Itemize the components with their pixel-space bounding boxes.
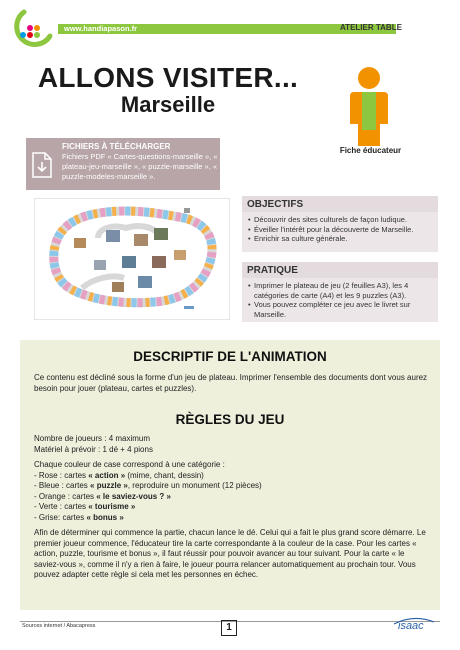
category-label: - Verte : cartes bbox=[34, 502, 89, 511]
category-label: - Rose : cartes bbox=[34, 470, 89, 480]
categories-intro: Chaque couleur de case correspond à une catégorie : bbox=[34, 460, 225, 469]
page-title: ALLONS VISITER... bbox=[37, 62, 299, 93]
category-detail: , reproduire un monument (12 pièces) bbox=[127, 481, 262, 490]
download-file-icon bbox=[30, 152, 54, 178]
description-title: DESCRIPTIF DE L'ANIMATION bbox=[133, 349, 327, 364]
category-name: « tourisme » bbox=[88, 502, 136, 511]
category-rose bbox=[34, 471, 430, 482]
category-label: - Orange : cartes bbox=[34, 491, 97, 501]
players-count: Nombre de joueurs : 4 maximum bbox=[34, 434, 151, 443]
category-detail: (mime, chant, dessin) bbox=[125, 470, 204, 480]
handiapason-logo bbox=[10, 6, 58, 50]
game-board-image bbox=[34, 198, 230, 320]
educator-person-icon bbox=[340, 66, 398, 146]
category-orange bbox=[34, 492, 430, 503]
rules-text bbox=[34, 434, 430, 581]
objectives-list bbox=[242, 212, 438, 252]
list-item: • Enrichir sa culture générale. bbox=[248, 234, 432, 244]
files-title: FICHIERS À TÉLÉCHARGER bbox=[62, 142, 171, 151]
role-label: Fiche éducateur bbox=[339, 146, 402, 155]
category-label: - Bleue : cartes bbox=[34, 481, 91, 490]
list-item: • Découvrir des sites culturels de façon ludique. bbox=[248, 215, 432, 225]
objectives-title: OBJECTIFS bbox=[242, 196, 438, 212]
category-tag: ATELIER TABLE bbox=[340, 23, 402, 32]
material-needed: Matériel à prévoir : 1 dé + 4 pions bbox=[34, 444, 153, 454]
rules-closing: Afin de déterminer qui commence la partie, chacun lance le dé. Celui qui a fait le plus grand score démarre. Le premier joueur commence, l'éducateur tire la carte correspondante à la couleur de la case. Pour les cartes « action, puzzle, tourisme et bonus », il faut réussir pour pouvoir avancer au tour suivant. Pour la carte « le saviez-vous », comme il n'y a rien à faire, le joueur pourra relancer automatiquement au prochain tour. Vous pouvez adapter cette règle si cela met les personnes en échec. bbox=[34, 528, 426, 579]
category-name: « le saviez-vous ? » bbox=[96, 491, 171, 501]
page-number: 1 bbox=[221, 620, 237, 636]
site-url[interactable]: www.handiapason.fr bbox=[64, 24, 138, 33]
isaac-logo: isaac bbox=[398, 620, 424, 632]
list-item: • Vous pouvez compléter ce jeu avec le livret sur Marseille. bbox=[248, 300, 432, 319]
category-name: « bonus » bbox=[86, 512, 124, 522]
list-item: • Éveiller l'intérêt pour la découverte de Marseille. bbox=[248, 225, 432, 235]
practical-title: PRATIQUE bbox=[242, 262, 438, 278]
category-bleue bbox=[34, 481, 430, 492]
category-name: « action » bbox=[88, 470, 126, 480]
files-list: Fichiers PDF « Cartes-questions-marseille », « plateau-jeu-marseille », « puzzle-marseille », « puzzle-modeles-marseille ». bbox=[62, 152, 218, 181]
category-label: - Grise: cartes bbox=[34, 512, 87, 522]
category-name: « puzzle » bbox=[90, 481, 128, 490]
category-verte bbox=[34, 502, 430, 513]
rules-title: RÈGLES DU JEU bbox=[175, 412, 285, 427]
practical-list bbox=[242, 278, 438, 322]
description-text: Ce contenu est décliné sous la forme d'un jeu de plateau. Imprimer l'ensemble des documents dont vous aurez besoin pour jouer (plateau, cartes et puzzles). bbox=[34, 373, 428, 393]
page-subtitle: Marseille bbox=[120, 92, 216, 117]
category-grise bbox=[34, 513, 430, 524]
list-item: • Imprimer le plateau de jeu (2 feuilles A3), les 4 catégories de carte (A4) et les 9 puzzles (A3). bbox=[248, 281, 432, 300]
sources-credit: Sources internet / Abacapress bbox=[22, 623, 96, 629]
